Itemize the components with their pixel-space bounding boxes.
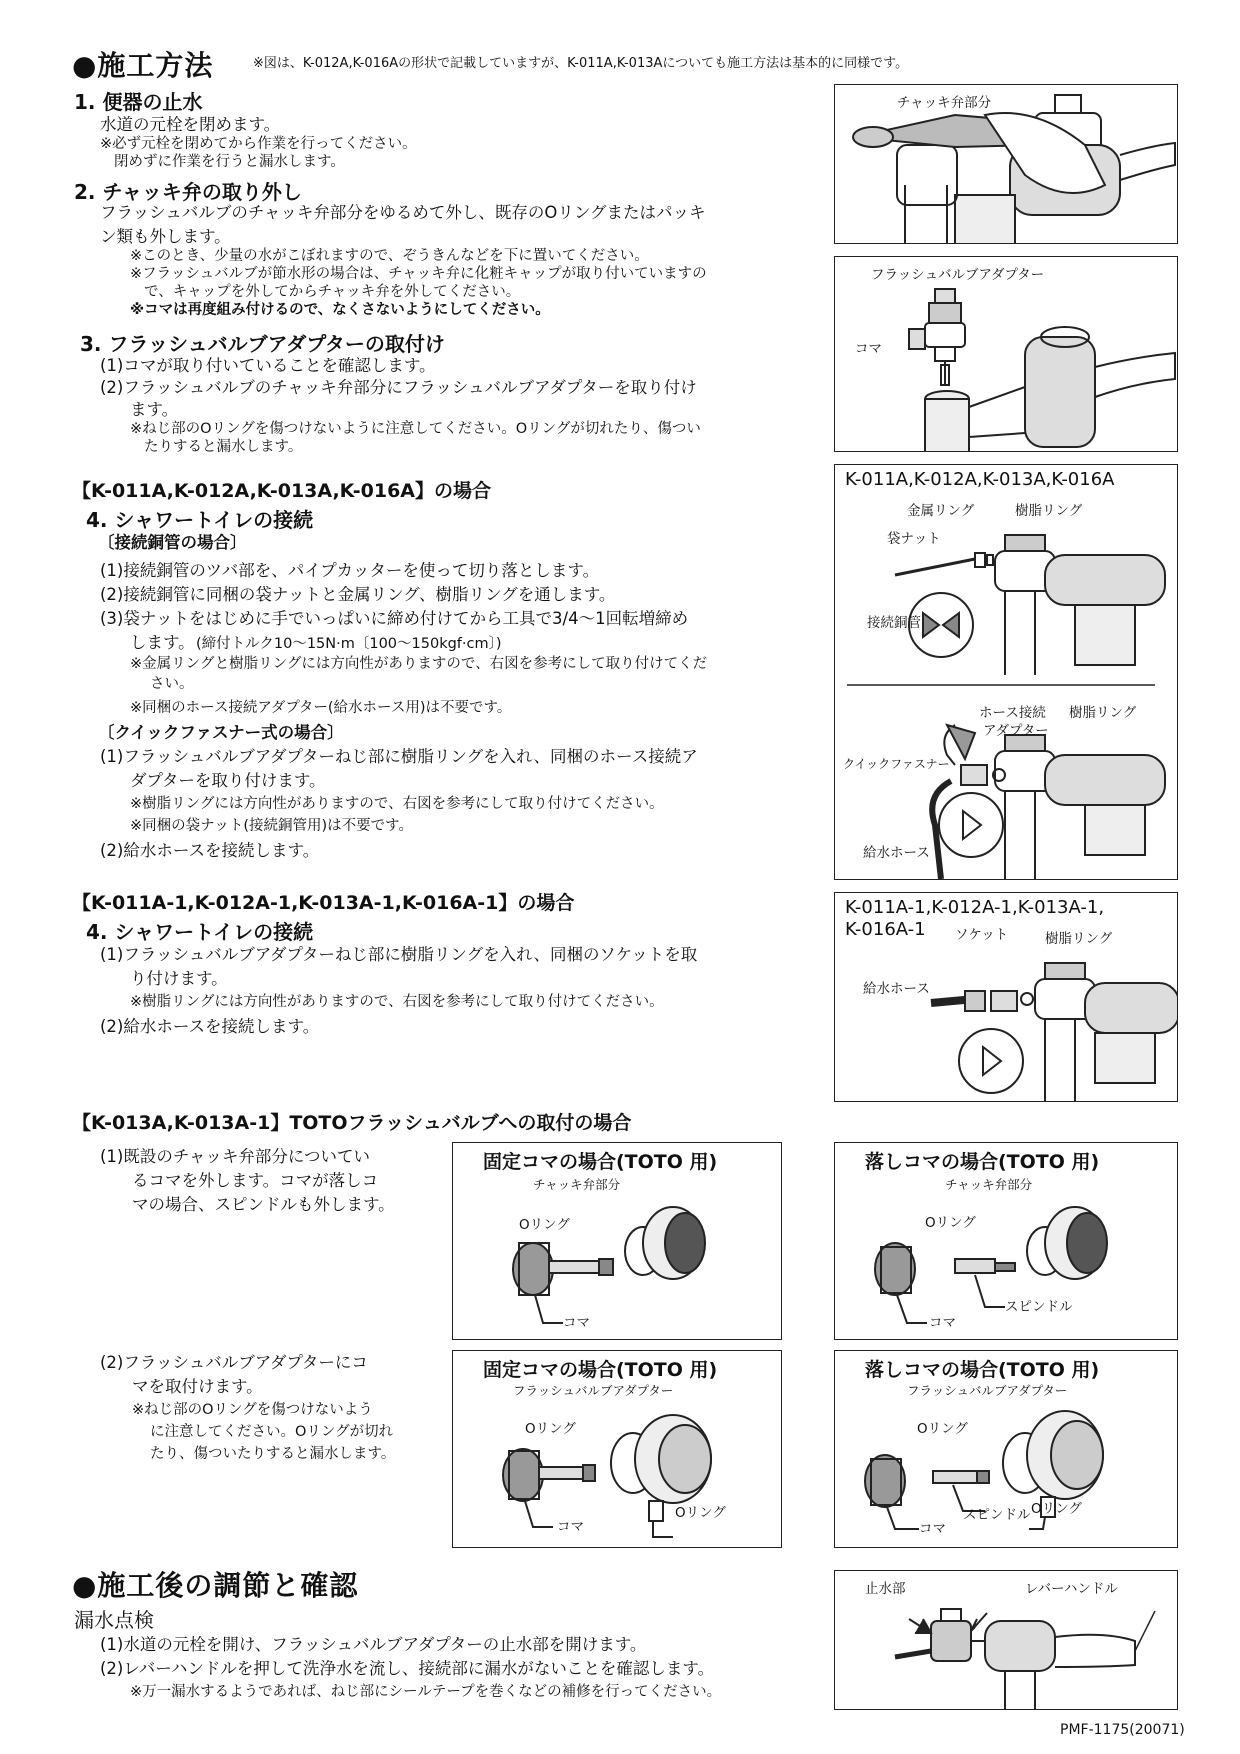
- fig4-label-supply-hose: 給水ホース: [863, 981, 930, 997]
- fig3-label-nut: 袋ナット: [887, 531, 941, 547]
- fig7-label-oring: Oリング: [525, 1421, 576, 1437]
- secB-i1b: り付けます。: [130, 969, 228, 988]
- fig5-label-oring: Oリング: [519, 1217, 570, 1233]
- step2-text2: ン類も外します。: [100, 227, 231, 246]
- secA-q2: (2)給水ホースを接続します。: [100, 841, 320, 860]
- secA-n1b: さい。: [150, 676, 194, 692]
- fig9-label-stop: 止水部: [865, 1581, 906, 1597]
- secC-heading: 【K-013A,K-013A-1】TOTOフラッシュバルブへの取付の場合: [72, 1112, 632, 1134]
- figure-toto-drop-koma-remove: [834, 1142, 1178, 1340]
- step3-note2: たりすると漏水します。: [144, 439, 303, 455]
- step1-text: 水道の元栓を閉めます。: [100, 115, 281, 134]
- fig9-label-lever: レバーハンドル: [1025, 1581, 1118, 1597]
- fig4-label-socket: ソケット: [955, 927, 1009, 943]
- secA-i3a: (3)袋ナットをはじめに手でいっぱいに締め付けてから工具で3/4〜1回転増締め: [100, 609, 689, 628]
- step2-note2b: で、キャップを外してからチャッキ弁を外してください。: [144, 284, 521, 300]
- fig8-label-oring: Oリング: [917, 1421, 968, 1437]
- step2-note3: ※コマは再度組み付けるので、なくさないようにしてください。: [130, 302, 550, 318]
- after-i1: (1)水道の元栓を開け、フラッシュバルブアダプターの止水部を開けます。: [100, 1635, 647, 1654]
- fig2-label-adapter: フラッシュバルブアダプター: [871, 267, 1045, 283]
- secA-sub1: 〔接続銅管の場合〕: [98, 533, 247, 552]
- secA-qn1: ※樹脂リングには方向性がありますので、右図を参考にして取り付けてください。: [130, 796, 664, 812]
- secC-i2b: マを取付けます。: [132, 1377, 263, 1396]
- fig5-label-koma: コマ: [563, 1315, 590, 1331]
- secC-n3: たり、傷ついたりすると漏水します。: [150, 1446, 396, 1462]
- secB-n1: ※樹脂リングには方向性がありますので、右図を参考にして取り付けてください。: [130, 994, 664, 1010]
- section-title-install: ●施工方法: [72, 49, 214, 82]
- fig5-title: 固定コマの場合(TOTO 用): [483, 1151, 718, 1173]
- fig4-title1: K-011A-1,K-012A-1,K-013A-1,: [845, 897, 1105, 918]
- step1-note1: ※必ず元栓を閉めてから作業を行ってください。: [100, 136, 417, 152]
- section-title-after: ●施工後の調節と確認: [72, 1569, 359, 1602]
- secA-i2: (2)接続銅管に同梱の袋ナットと金属リング、樹脂リングを通します。: [100, 585, 616, 604]
- fig5-label-check-valve: チャッキ弁部分: [533, 1177, 621, 1192]
- fig3-title: K-011A,K-012A,K-013A,K-016A: [845, 469, 1115, 490]
- valve-wrench-illustration: [835, 85, 1178, 244]
- fig3-label-pipe: 接続銅管: [867, 615, 921, 631]
- fig3-label-metal-ring: 金属リング: [907, 503, 975, 519]
- secC-i1b: るコマを外します。コマが落しコ: [132, 1171, 379, 1190]
- fig6-title: 落しコマの場合(TOTO 用): [865, 1151, 1100, 1173]
- fig8-label-koma: コマ: [919, 1521, 946, 1537]
- step3-item2b: ます。: [130, 400, 179, 419]
- fig1-label-check-valve: チャッキ弁部分: [897, 95, 992, 111]
- step2-heading: 2. チャッキ弁の取り外し: [74, 180, 302, 204]
- secA-i1: (1)接続銅管のツバ部を、パイプカッターを使って切り落とします。: [100, 561, 600, 580]
- fig3-label-quick-fastener: クイックファスナー: [843, 757, 950, 771]
- fig3-label-resin-ring: 樹脂リング: [1015, 503, 1083, 519]
- step1-heading: 1. 便器の止水: [74, 90, 203, 114]
- secB-i2: (2)給水ホースを接続します。: [100, 1017, 320, 1036]
- secA-sub2: 〔クイックファスナー式の場合〕: [98, 723, 344, 742]
- fig8-label-adapter: フラッシュバルブアダプター: [907, 1383, 1068, 1398]
- after-n1: ※万一漏水するようであれば、ねじ部にシールテープを巻くなどの補修を行ってください。: [130, 1684, 722, 1700]
- figure-toto-fixed-koma-attach: [452, 1350, 782, 1548]
- fig8-label-spindle: スピンドル: [963, 1507, 1031, 1523]
- adapter-illustration: [835, 257, 1178, 452]
- fig7-label-koma: コマ: [557, 1519, 584, 1535]
- fig6-label-spindle: スピンドル: [1005, 1299, 1073, 1315]
- document-code: PMF-1175(20071): [1060, 1722, 1185, 1738]
- figure-leak-check: [834, 1570, 1178, 1710]
- secA-q1b: ダプターを取り付けます。: [130, 771, 326, 790]
- fig7-title: 固定コマの場合(TOTO 用): [483, 1359, 718, 1381]
- fig3-label-resin-ring2: 樹脂リング: [1069, 705, 1137, 721]
- fig6-label-check-valve: チャッキ弁部分: [945, 1177, 1033, 1192]
- after-i2: (2)レバーハンドルを押して洗浄水を流し、接続部に漏水がないことを確認します。: [100, 1659, 715, 1678]
- fig2-label-koma: コマ: [855, 341, 882, 357]
- step3-item1: (1)コマが取り付いていることを確認します。: [100, 356, 436, 375]
- secC-n1: ※ねじ部のOリングを傷つけないよう: [132, 1402, 373, 1418]
- secC-n2: に注意してください。Oリングが切れ: [150, 1424, 394, 1440]
- fig3-label-supply-hose: 給水ホース: [863, 845, 930, 861]
- secB-heading: 【K-011A-1,K-012A-1,K-013A-1,K-016A-1】の場合: [72, 892, 575, 914]
- secB-i1a: (1)フラッシュバルブアダプターねじ部に樹脂リングを入れ、同梱のソケットを取: [100, 945, 698, 964]
- fig7-label-adapter: フラッシュバルブアダプター: [513, 1383, 674, 1398]
- header-note: ※図は、K-012A,K-016Aの形状で記載していますが、K-011A,K-013Aについても施工方法は基本的に同様です。: [253, 56, 909, 71]
- fig3-label-hose-adapter2: アダプター: [983, 723, 1049, 739]
- fig8-title: 落しコマの場合(TOTO 用): [865, 1359, 1100, 1381]
- step2-note1: ※このとき、少量の水がこぼれますので、ぞうきんなどを下に置いてください。: [130, 248, 649, 264]
- secB-step4: 4. シャワートイレの接続: [86, 920, 314, 944]
- step3-heading: 3. フラッシュバルブアダプターの取付け: [80, 332, 445, 356]
- secC-i2a: (2)フラッシュバルブアダプターにコ: [100, 1353, 368, 1372]
- fig4-label-resin-ring: 樹脂リング: [1045, 931, 1113, 947]
- fig3-label-hose-adapter1: ホース接続: [979, 705, 1046, 721]
- secA-n2: ※同梱のホース接続アダプター(給水ホース用)は不要です。: [130, 700, 512, 716]
- fig8-label-oring2: Oリング: [1031, 1501, 1082, 1517]
- secA-n1a: ※金属リングと樹脂リングには方向性がありますので、右図を参考にして取り付けてくだ: [130, 656, 708, 672]
- step1-note2: 閉めずに作業を行うと漏水します。: [114, 154, 345, 170]
- secC-i1a: (1)既設のチャッキ弁部分についてい: [100, 1147, 371, 1166]
- step3-note1: ※ねじ部のOリングを傷つけないように注意してください。Oリングが切れたり、傷つい: [130, 421, 701, 437]
- secA-heading: 【K-011A,K-012A,K-013A,K-016A】の場合: [72, 480, 492, 502]
- fig6-label-oring: Oリング: [925, 1215, 976, 1231]
- secA-step4: 4. シャワートイレの接続: [86, 508, 314, 532]
- figure-connection-type-a: [834, 464, 1178, 880]
- step2-text1: フラッシュバルブのチャッキ弁部分をゆるめて外し、既存のOリングまたはパッキ: [100, 203, 706, 222]
- secA-i3b: します。: [130, 633, 195, 652]
- after-sub: 漏水点検: [74, 1608, 154, 1632]
- secA-q1a: (1)フラッシュバルブアダプターねじ部に樹脂リングを入れ、同梱のホース接続ア: [100, 747, 698, 766]
- secC-i1c: マの場合、スピンドルも外します。: [132, 1195, 395, 1214]
- figure-connection-type-a1: [834, 892, 1178, 1102]
- secA-torque: (締付トルク10〜15N·m〔100〜150kgf·cm〕): [196, 636, 502, 652]
- fig6-label-koma: コマ: [929, 1315, 956, 1331]
- figure-adapter-install: [834, 256, 1178, 452]
- figure-toto-drop-koma-attach: [834, 1350, 1178, 1548]
- fig4-title2: K-016A-1: [845, 919, 926, 940]
- secA-qn2: ※同梱の袋ナット(接続銅管用)は不要です。: [130, 818, 414, 834]
- figure-remove-check-valve: [834, 84, 1178, 244]
- step2-note2a: ※フラッシュバルブが節水形の場合は、チャッキ弁に化粧キャップが取り付いていますの: [130, 266, 707, 282]
- step3-item2a: (2)フラッシュバルブのチャッキ弁部分にフラッシュバルブアダプターを取り付け: [100, 378, 697, 397]
- figure-toto-fixed-koma-remove: [452, 1142, 782, 1340]
- fig7-label-oring2: Oリング: [675, 1505, 726, 1521]
